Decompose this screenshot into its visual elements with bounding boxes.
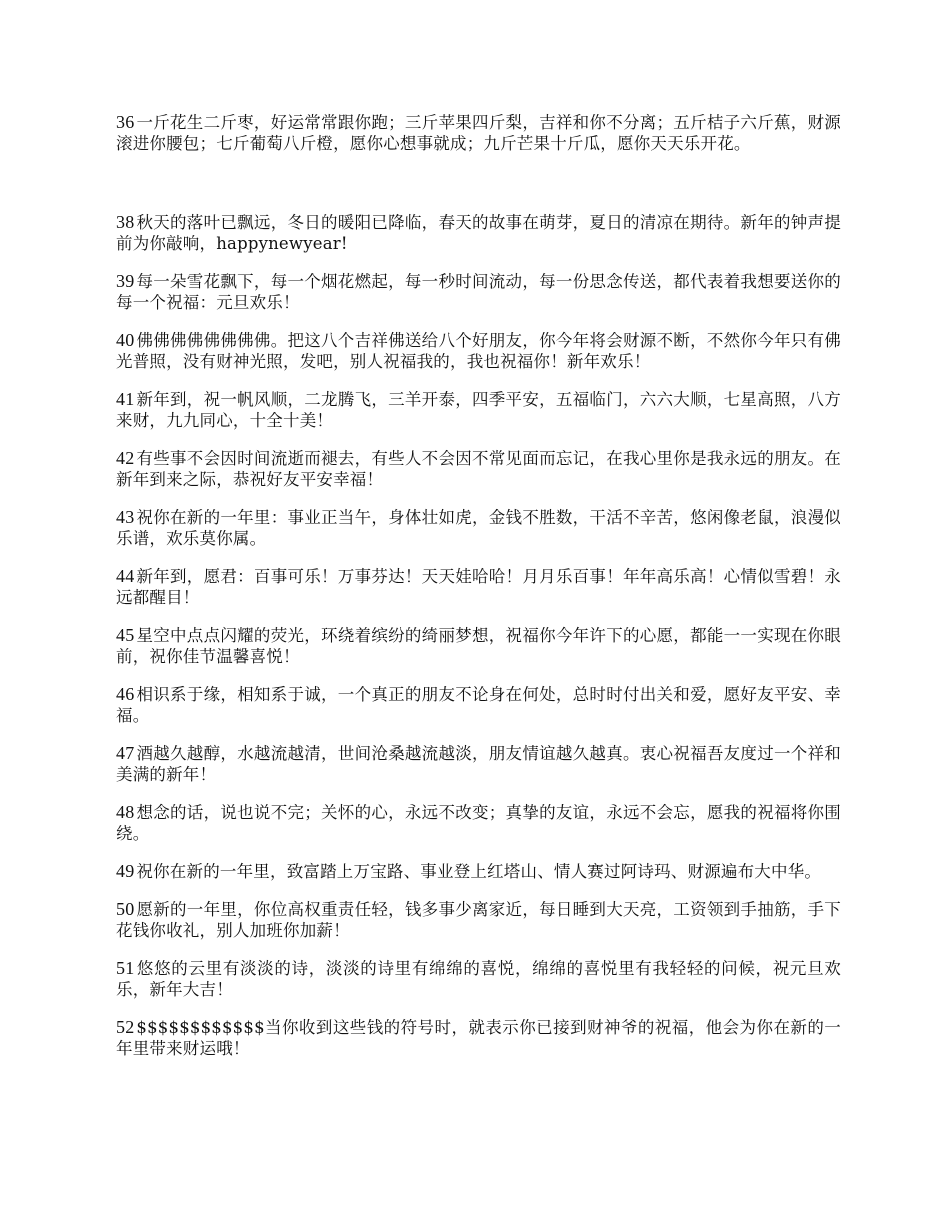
paragraph-text: 星空中点点闪耀的荧光，环绕着缤纷的绮丽梦想，祝福你今年许下的心愿，都能一一实现在你眼前，祝你佳节温馨喜悦！: [116, 626, 841, 666]
paragraph-number: 52: [116, 1017, 135, 1037]
paragraph-48: [116, 802, 841, 844]
paragraph-43: [116, 507, 841, 549]
paragraph-number: 39: [116, 271, 135, 291]
paragraph-44: [116, 566, 841, 608]
document-body: [116, 112, 841, 1076]
paragraph-number: 36: [116, 112, 135, 132]
paragraph-text: 佛佛佛佛佛佛佛佛。把这八个吉祥佛送给八个好朋友，你今年将会财源不断，不然你今年只有佛光普照，没有财神光照，发吧，别人祝福我的，我也祝福你！新年欢乐！: [116, 331, 841, 371]
paragraph-text: 一斤花生二斤枣，好运常常跟你跑；三斤苹果四斤梨，吉祥和你不分离；五斤桔子六斤蕉，财源滚进你腰包；七斤葡萄八斤橙，愿你心想事就成；九斤芒果十斤瓜，愿你天天乐开花。: [116, 113, 841, 153]
paragraph-text: 有些事不会因时间流逝而褪去，有些人不会因不常见面而忘记，在我心里你是我永远的朋友。在新年到来之际，恭祝好友平安幸福！: [116, 449, 841, 489]
paragraph-52: [116, 1017, 841, 1059]
paragraph-text: 悠悠的云里有淡淡的诗，淡淡的诗里有绵绵的喜悦，绵绵的喜悦里有我轻轻的问候，祝元旦欢乐，新年大吉！: [116, 959, 841, 999]
paragraph-number: 50: [116, 899, 135, 919]
paragraph-text: 祝你在新的一年里，致富踏上万宝路、事业登上红塔山、情人赛过阿诗玛、财源遍布大中华。: [136, 862, 822, 881]
paragraph-46: [116, 684, 841, 726]
paragraph-number: 42: [116, 448, 135, 468]
paragraph-number: 46: [116, 684, 135, 704]
paragraph-text: 新年到，祝一帆风顺，二龙腾飞，三羊开泰，四季平安，五福临门，六六大顺，七星高照，八方来财，九九同心，十全十美！: [116, 390, 841, 430]
paragraph-51: [116, 958, 841, 1000]
paragraph-40: [116, 330, 841, 372]
paragraph-number: 48: [116, 802, 135, 822]
paragraph-42: [116, 448, 841, 490]
paragraph-number: 44: [116, 566, 135, 586]
paragraph-number: 41: [116, 389, 135, 409]
paragraph-text: 祝你在新的一年里：事业正当午，身体壮如虎，金钱不胜数，干活不辛苦，悠闲像老鼠，浪漫似乐谱，欢乐莫你属。: [116, 508, 841, 548]
paragraph-41: [116, 389, 841, 431]
paragraph-number: 38: [116, 212, 135, 232]
paragraph-text: 秋天的落叶已飘远，冬日的暖阳已降临，春天的故事在萌芽，夏日的清凉在期待。新年的钟声提前为你敲响，happynewyear!: [116, 213, 841, 253]
paragraph-text: 每一朵雪花飘下，每一个烟花燃起，每一秒时间流动，每一份思念传送，都代表着我想要送你的每一个祝福：元旦欢乐！: [116, 272, 841, 312]
paragraph-text: 相识系于缘，相知系于诚，一个真正的朋友不论身在何处，总时时付出关和爱，愿好友平安、幸福。: [116, 685, 841, 725]
paragraph-50: [116, 899, 841, 941]
paragraph-number: 43: [116, 507, 135, 527]
paragraph-38: [116, 212, 841, 254]
paragraph-text: $$$$$$$$$$$$当你收到这些钱的符号时，就表示你已接到财神爷的祝福，他会为你在新的一年里带来财运哦！: [116, 1018, 841, 1058]
paragraph-number: 45: [116, 625, 135, 645]
paragraph-number: 51: [116, 958, 135, 978]
paragraph-text: 酒越久越醇，水越流越清，世间沧桑越流越淡，朋友情谊越久越真。衷心祝福吾友度过一个祥和美满的新年！: [116, 744, 841, 784]
paragraph-36: [116, 112, 841, 154]
paragraph-39: [116, 271, 841, 313]
paragraph-number: 47: [116, 743, 135, 763]
paragraph-49: [116, 861, 841, 882]
paragraph-number: 40: [116, 330, 135, 350]
paragraph-47: [116, 743, 841, 785]
paragraph-text: 新年到，愿君：百事可乐！万事芬达！天天娃哈哈！月月乐百事！年年高乐高！心情似雪碧！永远都醒目！: [116, 567, 841, 607]
paragraph-45: [116, 625, 841, 667]
paragraph-text: 想念的话，说也说不完；关怀的心，永远不改变；真挚的友谊，永远不会忘，愿我的祝福将你围绕。: [116, 803, 841, 843]
paragraph-text: 愿新的一年里，你位高权重责任轻，钱多事少离家近，每日睡到大天亮，工资领到手抽筋，手下花钱你收礼，别人加班你加薪！: [116, 900, 841, 940]
paragraph-number: 49: [116, 861, 135, 881]
